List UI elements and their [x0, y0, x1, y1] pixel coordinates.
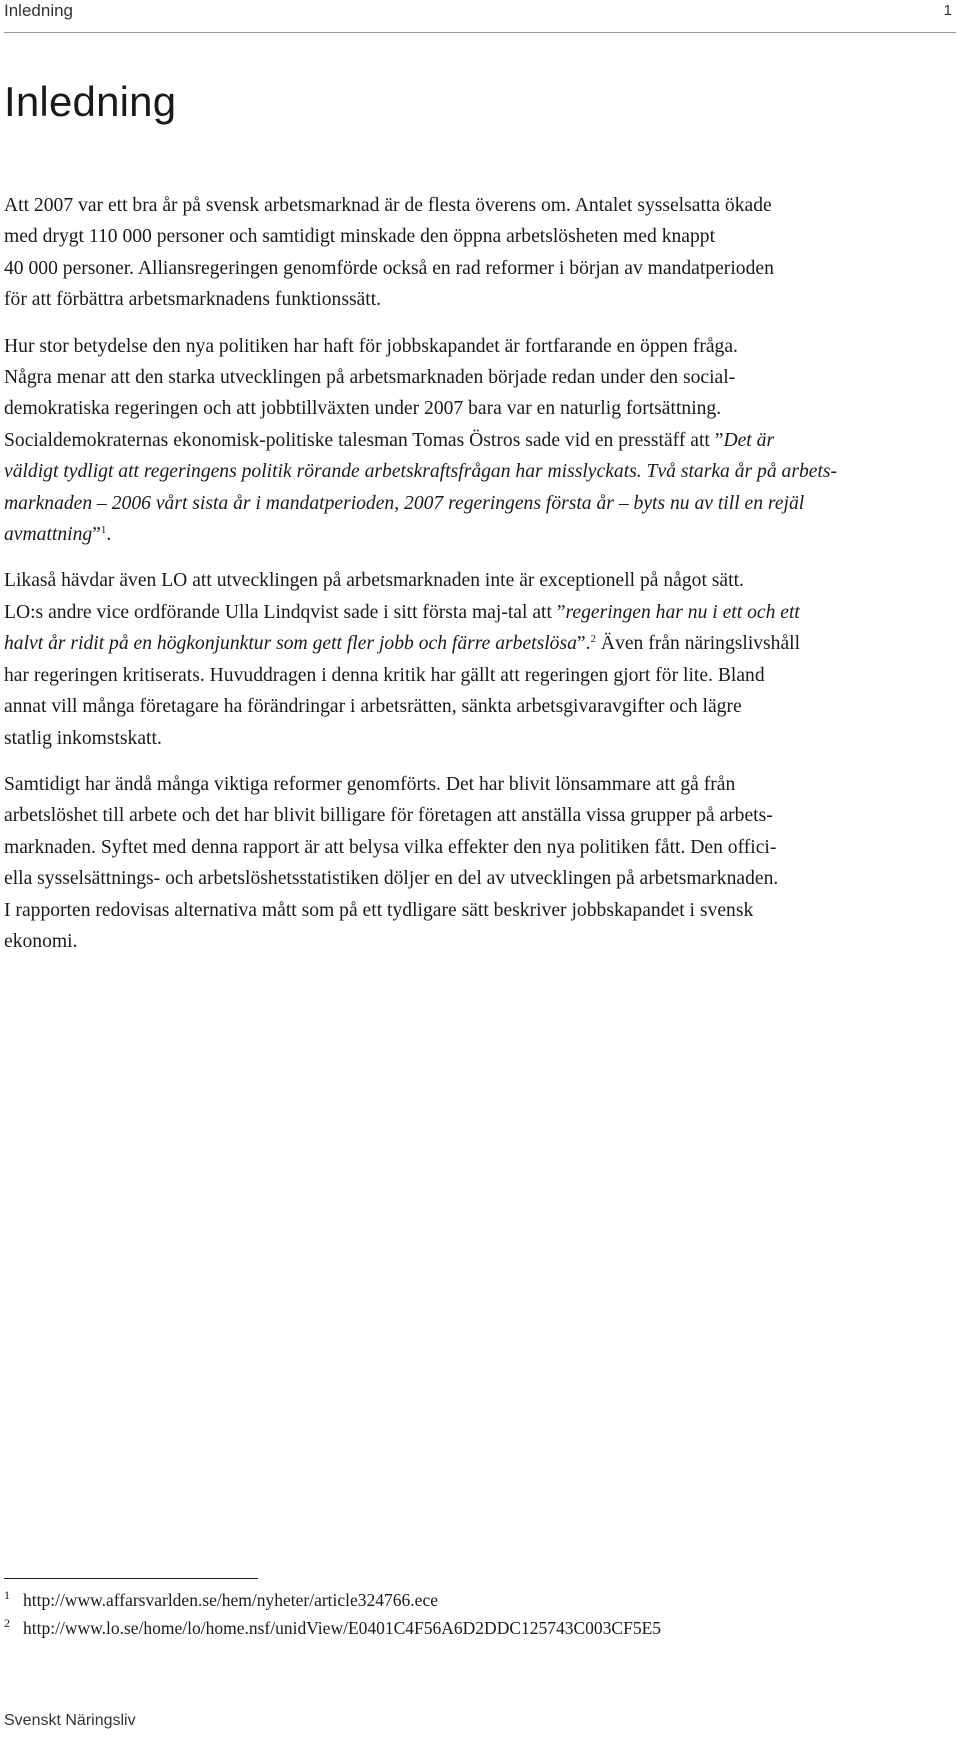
text-run: LO:s andre vice ordförande Ulla Lindqvist sade i sitt första maj-tal att ”	[4, 601, 566, 623]
text-run: 40 000 personer. Alliansregeringen genomförde också en rad reformer i början av mandatperioden	[4, 257, 774, 279]
text-run: Samtidigt har ändå många viktiga reformer genomförts. Det har blivit lönsammare att gå från	[4, 773, 736, 795]
text-run: Några menar att den starka utvecklingen på arbetsmarknaden började redan under den social-	[4, 367, 736, 389]
text-line	[4, 628, 954, 659]
text-line	[4, 800, 954, 831]
paragraph-3	[4, 565, 954, 753]
text-run: .	[106, 524, 112, 546]
paragraph-1	[4, 190, 954, 316]
italic-quote-text: marknaden – 2006 vårt sista år i mandatperioden, 2007 regeringens första år – byts nu av till en rejäl	[4, 492, 805, 514]
text-line	[4, 723, 954, 754]
text-run: Hur stor betydelse den nya politiken har haft för jobbskapandet är fortfarande en öppen fråga.	[4, 335, 738, 357]
text-run: med drygt 110 000 personer och samtidigt minskade den öppna arbetslösheten med knappt	[4, 226, 716, 248]
italic-quote-text: Det är	[723, 429, 775, 451]
text-line	[4, 895, 954, 926]
text-line	[4, 221, 954, 252]
text-run: har regeringen kritiserats. Huvuddragen i denna kritik har gällt att regeringen gjort för lite. Bland	[4, 664, 765, 686]
text-run: demokratiska regeringen och att jobbtillväxten under 2007 bara var en naturlig fortsättning.	[4, 398, 722, 420]
footnote-1	[4, 1586, 661, 1614]
footer-publisher: Svenskt Näringsliv	[4, 1712, 136, 1729]
text-run: Även från näringslivshåll	[596, 633, 801, 655]
text-run: Att 2007 var ett bra år på svensk arbetsmarknad är de flesta överens om. Antalet sysselsatta ökade	[4, 195, 772, 216]
text-run: statlig inkomstskatt.	[4, 727, 162, 749]
text-line	[4, 769, 954, 800]
text-run: ”	[92, 524, 101, 546]
paragraph-2	[4, 331, 954, 551]
text-line	[4, 331, 954, 362]
text-line	[4, 660, 954, 691]
text-run: annat vill många företagare ha förändringar i arbetsrätten, sänkta arbetsgivaravgifter och lägre	[4, 696, 742, 718]
text-run: arbetslöshet till arbete och det har blivit billigare för företagen att anställa vissa grupper på arbets-	[4, 805, 773, 827]
text-run: ”.	[576, 633, 591, 655]
text-run: I rapporten redovisas alternativa mått som på ett tydligare sätt beskriver jobbskapandet i svensk	[4, 899, 754, 921]
text-line	[4, 253, 954, 284]
footnote-link[interactable]: http://www.affarsvarlden.se/hem/nyheter/article324766.ece	[23, 1590, 438, 1610]
header-title: Inledning	[4, 1, 74, 20]
text-line	[4, 565, 954, 596]
text-run: för att förbättra arbetsmarknadens funktionssätt.	[4, 289, 382, 311]
text-line	[4, 597, 954, 628]
body-text	[4, 190, 954, 972]
footnote-reference: 1	[100, 524, 107, 537]
running-header	[4, 0, 956, 33]
footnote-number: 2	[4, 1616, 10, 1630]
text-run: Socialdemokraternas ekonomisk-politiske talesman Tomas Östros sade vid en presstäff att ”	[4, 429, 724, 451]
text-line	[4, 926, 954, 957]
text-line	[4, 488, 954, 519]
text-line	[4, 425, 954, 456]
footnote-divider	[4, 1578, 258, 1579]
italic-quote-text: regeringen har nu i ett och ett	[565, 601, 800, 623]
footnote-link[interactable]: http://www.lo.se/home/lo/home.nsf/unidView/E0401C4F56A6D2DDC125743C003CF5E5	[23, 1618, 662, 1638]
text-run: Likaså hävdar även LO att utvecklingen på arbetsmarknaden inte är exceptionell på något sätt.	[4, 570, 744, 592]
footnotes	[4, 1586, 661, 1642]
text-line	[4, 284, 954, 315]
page-number: 1	[943, 2, 952, 19]
text-line	[4, 456, 954, 487]
footnote-number: 1	[4, 1588, 10, 1602]
text-line	[4, 519, 954, 550]
text-line	[4, 832, 954, 863]
text-line	[4, 393, 954, 424]
paragraph-4	[4, 769, 954, 957]
italic-quote-text: väldigt tydligt att regeringens politik rörande arbetskraftsfrågan har misslyckats. Två starka år på arbets-	[4, 461, 838, 483]
footnote-reference: 2	[590, 633, 597, 646]
text-line	[4, 190, 954, 221]
text-line	[4, 362, 954, 393]
footnote-2	[4, 1614, 661, 1642]
text-run: ekonomi.	[4, 930, 78, 952]
italic-quote-text: halvt år ridit på en högkonjunktur som gett fler jobb och färre arbetslösa	[4, 633, 577, 655]
text-line	[4, 691, 954, 722]
italic-quote-text: avmattning	[4, 524, 93, 546]
text-run: ella sysselsättnings- och arbetslöshetsstatistiken döljer en del av utvecklingen på arbetsmarknaden.	[4, 868, 779, 890]
chapter-title: Inledning	[4, 78, 177, 125]
text-line	[4, 863, 954, 894]
text-run: marknaden. Syftet med denna rapport är att belysa vilka effekter den nya politiken fått. Den offici-	[4, 836, 777, 858]
